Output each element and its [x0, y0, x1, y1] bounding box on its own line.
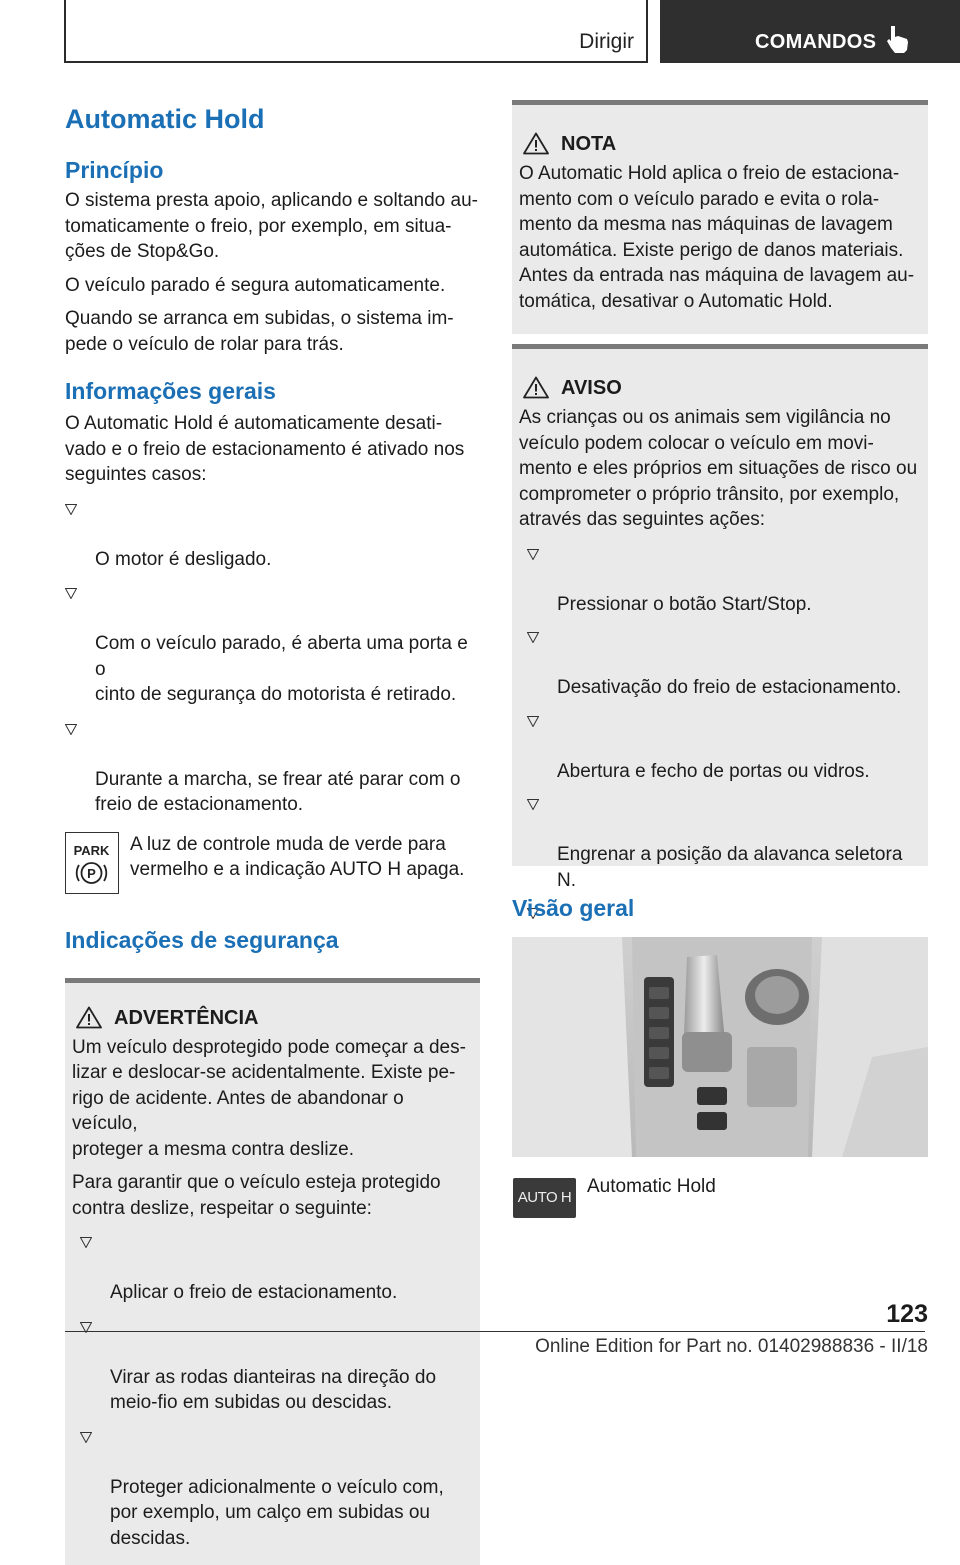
advertencia-paragraph-2: Para garantir que o veículo esteja protegido contra deslize, respeitar o seguinte: [72, 1170, 472, 1221]
advertencia-title: ADVERTÊNCIA [72, 1005, 472, 1031]
footer-edition: Online Edition for Part no. 01402988836 - II/18 [535, 1336, 928, 1358]
page-header [0, 0, 960, 66]
nota-box [512, 100, 928, 334]
nota-text: O Automatic Hold aplica o freio de estaciona- mento com o veículo parado e evita o rola- mento da mesma nas máquinas de lavagem automática. Existe perigo de danos materiais. Antes da entrada nas máquina de lavagem au- tomática, desativar o Automatic Hold. [519, 161, 920, 314]
advertencia-paragraph-1: Um veículo desprotegido pode começar a des- lizar e deslocar-se acidentalmente. Existe pe- rigo de acidente. Antes de abandonar o veículo, proteger a mesma contra deslize. [72, 1035, 472, 1163]
heading-principio: Princípio [65, 154, 480, 186]
page-title: Automatic Hold [65, 100, 480, 138]
section-label: Dirigir [579, 30, 634, 54]
svg-text:P: P [87, 866, 96, 881]
list-item: Virar as rodas dianteiras na direção do meio-fio em subidas ou descidas. [80, 1314, 472, 1416]
list-item: Durante a marcha, se frear até parar com o freio de estacionamento. [65, 716, 480, 818]
triangle-bullet-icon [527, 549, 539, 560]
list-item: Com o veículo parado, é aberta uma porta e o cinto de segurança do motorista é retirado. [65, 580, 480, 708]
chapter-tab [660, 0, 960, 63]
heading-seguranca: Indicações de segurança [65, 924, 480, 956]
advertencia-list [80, 1229, 472, 1551]
right-column [512, 100, 928, 866]
page-number: 123 [886, 1300, 928, 1329]
principio-paragraph-3: Quando se arranca em subidas, o sistema im- pede o veículo de rolar para trás. [65, 306, 480, 357]
list-item: Desativação do freio de estacionamento. [527, 624, 920, 701]
triangle-bullet-icon [80, 1432, 92, 1443]
park-note [65, 832, 480, 902]
list-item: Aplicar o freio de estacionamento. [80, 1229, 472, 1306]
list-item: Proteger adicionalmente o veículo com, por exemplo, um calço em subidas ou descidas. [80, 1424, 472, 1552]
warning-triangle-icon [76, 1006, 102, 1029]
warning-triangle-icon [523, 132, 549, 155]
warning-triangle-icon [523, 376, 549, 399]
gerais-list [65, 496, 480, 818]
triangle-bullet-icon [527, 716, 539, 727]
aviso-box [512, 344, 928, 866]
nota-title: NOTA [519, 131, 920, 157]
list-item: Abertura e fecho de portas ou vidros. [527, 708, 920, 785]
heading-informacoes-gerais: Informações gerais [65, 375, 480, 407]
aviso-intro: As crianças ou os animais sem vigilância no veículo podem colocar o veículo em movi- mento e eles próprios em situações de risco ou comprometer o próprio trânsito, por exemplo, através das seguintes ações: [519, 405, 920, 533]
park-brake-icon [65, 832, 119, 894]
console-photo [512, 937, 928, 1157]
triangle-bullet-icon [527, 632, 539, 643]
auto-h-button-icon: AUTO H [513, 1178, 576, 1218]
principio-paragraph-2: O veículo parado é segura automaticamente. [65, 273, 480, 299]
heading-visao-geral: Visão geral [512, 892, 634, 924]
auto-h-caption: Automatic Hold [587, 1174, 716, 1200]
list-item: O motor é desligado. [65, 496, 480, 573]
park-note-text: A luz de controle muda de verde para vermelho e a indicação AUTO H apaga. [130, 832, 464, 883]
principio-paragraph-1: O sistema presta apoio, aplicando e soltando au- tomaticamente o freio, por exemplo, em situa- ções de Stop&Go. [65, 188, 480, 265]
advertencia-box [65, 978, 480, 1565]
gerais-intro: O Automatic Hold é automaticamente desati- vado e o freio de estacionamento é ativado nos seguintes casos: [65, 411, 480, 488]
header-frame [64, 0, 648, 63]
triangle-bullet-icon [65, 504, 77, 515]
list-item: Pressionar o botão Start/Stop. [527, 541, 920, 618]
pointing-hand-icon [885, 24, 913, 54]
chapter-label: COMANDOS [755, 31, 876, 54]
triangle-bullet-icon [80, 1237, 92, 1248]
triangle-bullet-icon [65, 724, 77, 735]
footer-divider [65, 1331, 925, 1332]
list-item: Engrenar a posição da alavanca seletora N. [527, 791, 920, 893]
svg-text:PARK: PARK [74, 843, 110, 858]
triangle-bullet-icon [65, 588, 77, 599]
triangle-bullet-icon [527, 799, 539, 810]
left-column [65, 100, 480, 1565]
aviso-title: AVISO [519, 375, 920, 401]
